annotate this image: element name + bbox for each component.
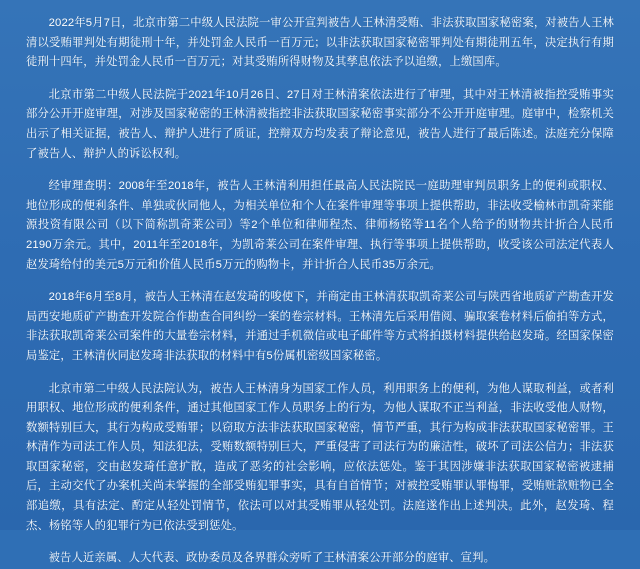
paragraph: 2018年6月至8月，被告人王林清在赵发琦的唆使下，并商定由王林清获取凯奇莱公司与陕西省地质矿产勘查开发局西安地质矿产勘查开发院合作勘查合同纠纷一案的卷宗材料。王林清先后采用借阅、骗取案卷材料后偷拍等方式，非法获取凯奇莱公司案件的大量卷宗材料，并通过手机微信或电子邮件等方式将拍摄材料提供给赵发琦。经国家保密局鉴定，王林清伙同赵发琦非法获取的材料中有5份属机密级国家秘密。 xyxy=(26,291,614,362)
paragraph: 经审理查明：2008年至2018年，被告人王林清利用担任最高人民法院民一庭助理审判员职务上的便利或职权、地位形成的便利条件、单独或伙同他人，为相关单位和个人在案件审理等事项上提供帮助，非法收受榆林市凯奇莱能源投资有限公司（以下简称凯奇莱公司）等2个单位和律师程杰、律师杨铭等11名个人给予的财物共计折合人民币2190万余元。其中，2011年至2018年，为凯奇莱公司在案件审理、执行等事项上提供帮助，收受该公司法定代表人赵发琦给付的美元5万元和价值人民币5万元的购物卡，并计折合人民币35万余元。 xyxy=(26,180,614,271)
paragraph: 北京市第二中级人民法院于2021年10月26日、27日对王林清案依法进行了审理，其中对王林清被指控受贿事实部分公开开庭审理，对涉及国家秘密的王林清被指控非法获取国家秘密事实部分不公开开庭审理。庭审中，检察机关出示了相关证据，被告人、辩护人进行了质证，控辩双方均发表了辩论意见，被告人进行了最后陈述。法庭充分保障了被告人、辩护人的诉讼权利。 xyxy=(26,88,614,160)
paragraph: 北京市第二中级人民法院认为，被告人王林清身为国家工作人员，利用职务上的便利，为他人谋取利益，或者利用职权、地位形成的便利条件，通过其他国家工作人员职务上的行为，为他人谋取不正当利益，非法收受他人财物，数额特别巨大，其行为构成受贿罪；以窃取方法非法获取国家秘密，情节严重，其行为构成非法获取国家秘密罪。王林清作为司法工作人员，知法犯法，受贿数额特别巨大，严重侵害了司法行为的廉洁性，破坏了司法公信力；非法获取国家秘密，交由赵发琦任意扩散，造成了恶劣的社会影响，应依法惩处。鉴于其因涉嫌非法获取国家秘密被逮捕后，主动交代了办案机关尚未掌握的全部受贿犯罪事实，具有自首情节；对被控受贿罪认罪悔罪，受贿赃款赃物已全部追缴，具有法定、酌定从轻处罚情节，依法可以对其受贿罪从轻处罚。法庭遂作出上述判决。此外，赵发琦、程杰、杨铭等人的犯罪行为已依法受到惩处。 xyxy=(26,382,614,532)
article-body xyxy=(26,14,614,569)
paragraph: 2022年5月7日，北京市第二中级人民法院一审公开宣判被告人王林清受贿、非法获取国家秘密案，对被告人王林清以受贿罪判处有期徒刑十年，并处罚金人民币一百万元；以非法获取国家秘密罪判处有期徒刑五年，决定执行有期徒刑十四年，并处罚金人民币一百万元；对其受贿所得财物及其孳息依法予以追缴，上缴国库。 xyxy=(26,17,614,69)
paragraph: 被告人近亲属、人大代表、政协委员及各界群众旁听了王林清案公开部分的庭审、宣判。 xyxy=(48,552,496,565)
